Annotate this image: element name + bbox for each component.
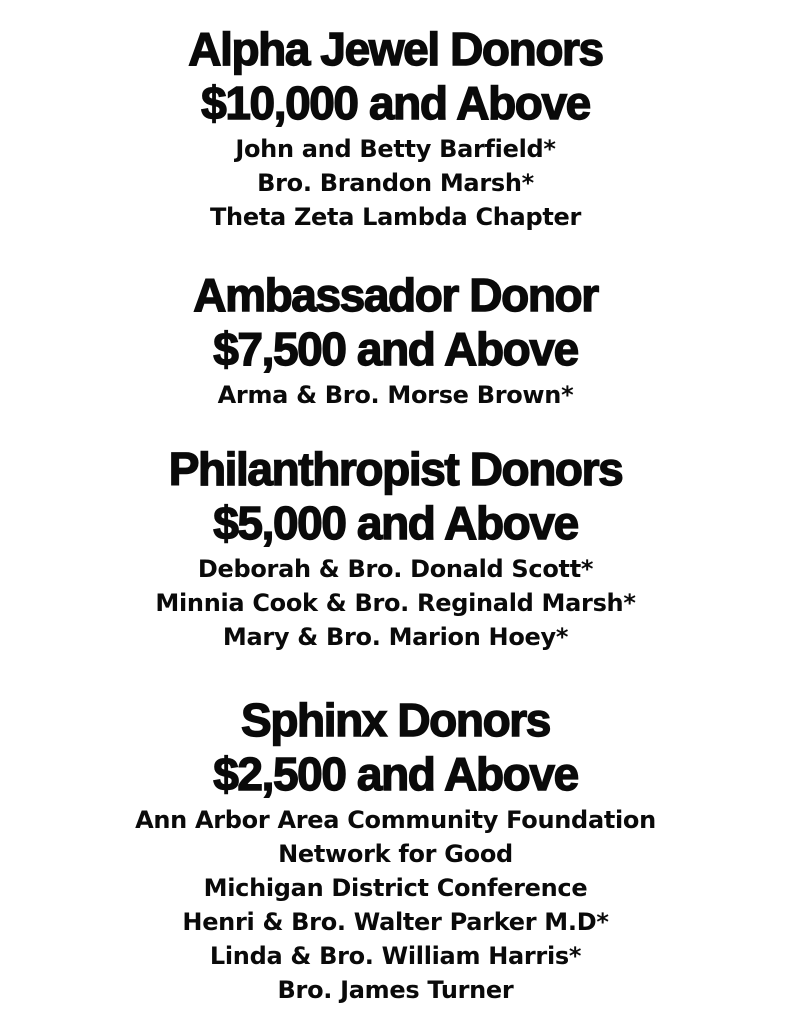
tier-title: Philanthropist Donors xyxy=(168,443,623,495)
donor-name: John and Betty Barfield* xyxy=(235,135,556,163)
donor-list xyxy=(0,552,791,654)
tier-title: Ambassador Donor xyxy=(193,269,598,321)
donor-name: Mary & Bro. Marion Hoey* xyxy=(222,623,569,651)
tier-amount: $10,000 and Above xyxy=(201,77,590,129)
donor-name: Arma & Bro. Morse Brown* xyxy=(217,381,574,409)
donor-name: Bro. Brandon Marsh* xyxy=(257,169,534,197)
donor-list xyxy=(0,132,791,234)
donor-name: Linda & Bro. William Harris* xyxy=(209,942,582,970)
tier-philanthropist xyxy=(0,442,791,654)
donor-name: Network for Good xyxy=(278,840,513,868)
donor-name: Minnia Cook & Bro. Reginald Marsh* xyxy=(155,589,636,617)
tier-amount: $7,500 and Above xyxy=(213,323,578,375)
donor-name: Henri & Bro. Walter Parker M.D* xyxy=(182,908,609,936)
donor-name: Bro. James Turner xyxy=(277,976,514,1004)
donor-name: Ann Arbor Area Community Foundation xyxy=(135,806,656,834)
tier-amount: $5,000 and Above xyxy=(213,497,578,549)
tier-amount: $2,500 and Above xyxy=(213,748,578,800)
donor-list xyxy=(0,378,791,412)
tier-ambassador xyxy=(0,268,791,412)
donor-name: Theta Zeta Lambda Chapter xyxy=(209,203,582,231)
tier-sphinx xyxy=(0,693,791,1007)
tier-title: Sphinx Donors xyxy=(241,694,550,746)
donor-name: Deborah & Bro. Donald Scott* xyxy=(197,555,594,583)
donor-name: Michigan District Conference xyxy=(203,874,588,902)
tier-title: Alpha Jewel Donors xyxy=(188,23,603,75)
donor-list xyxy=(0,803,791,1007)
tier-alpha-jewel xyxy=(0,22,791,234)
